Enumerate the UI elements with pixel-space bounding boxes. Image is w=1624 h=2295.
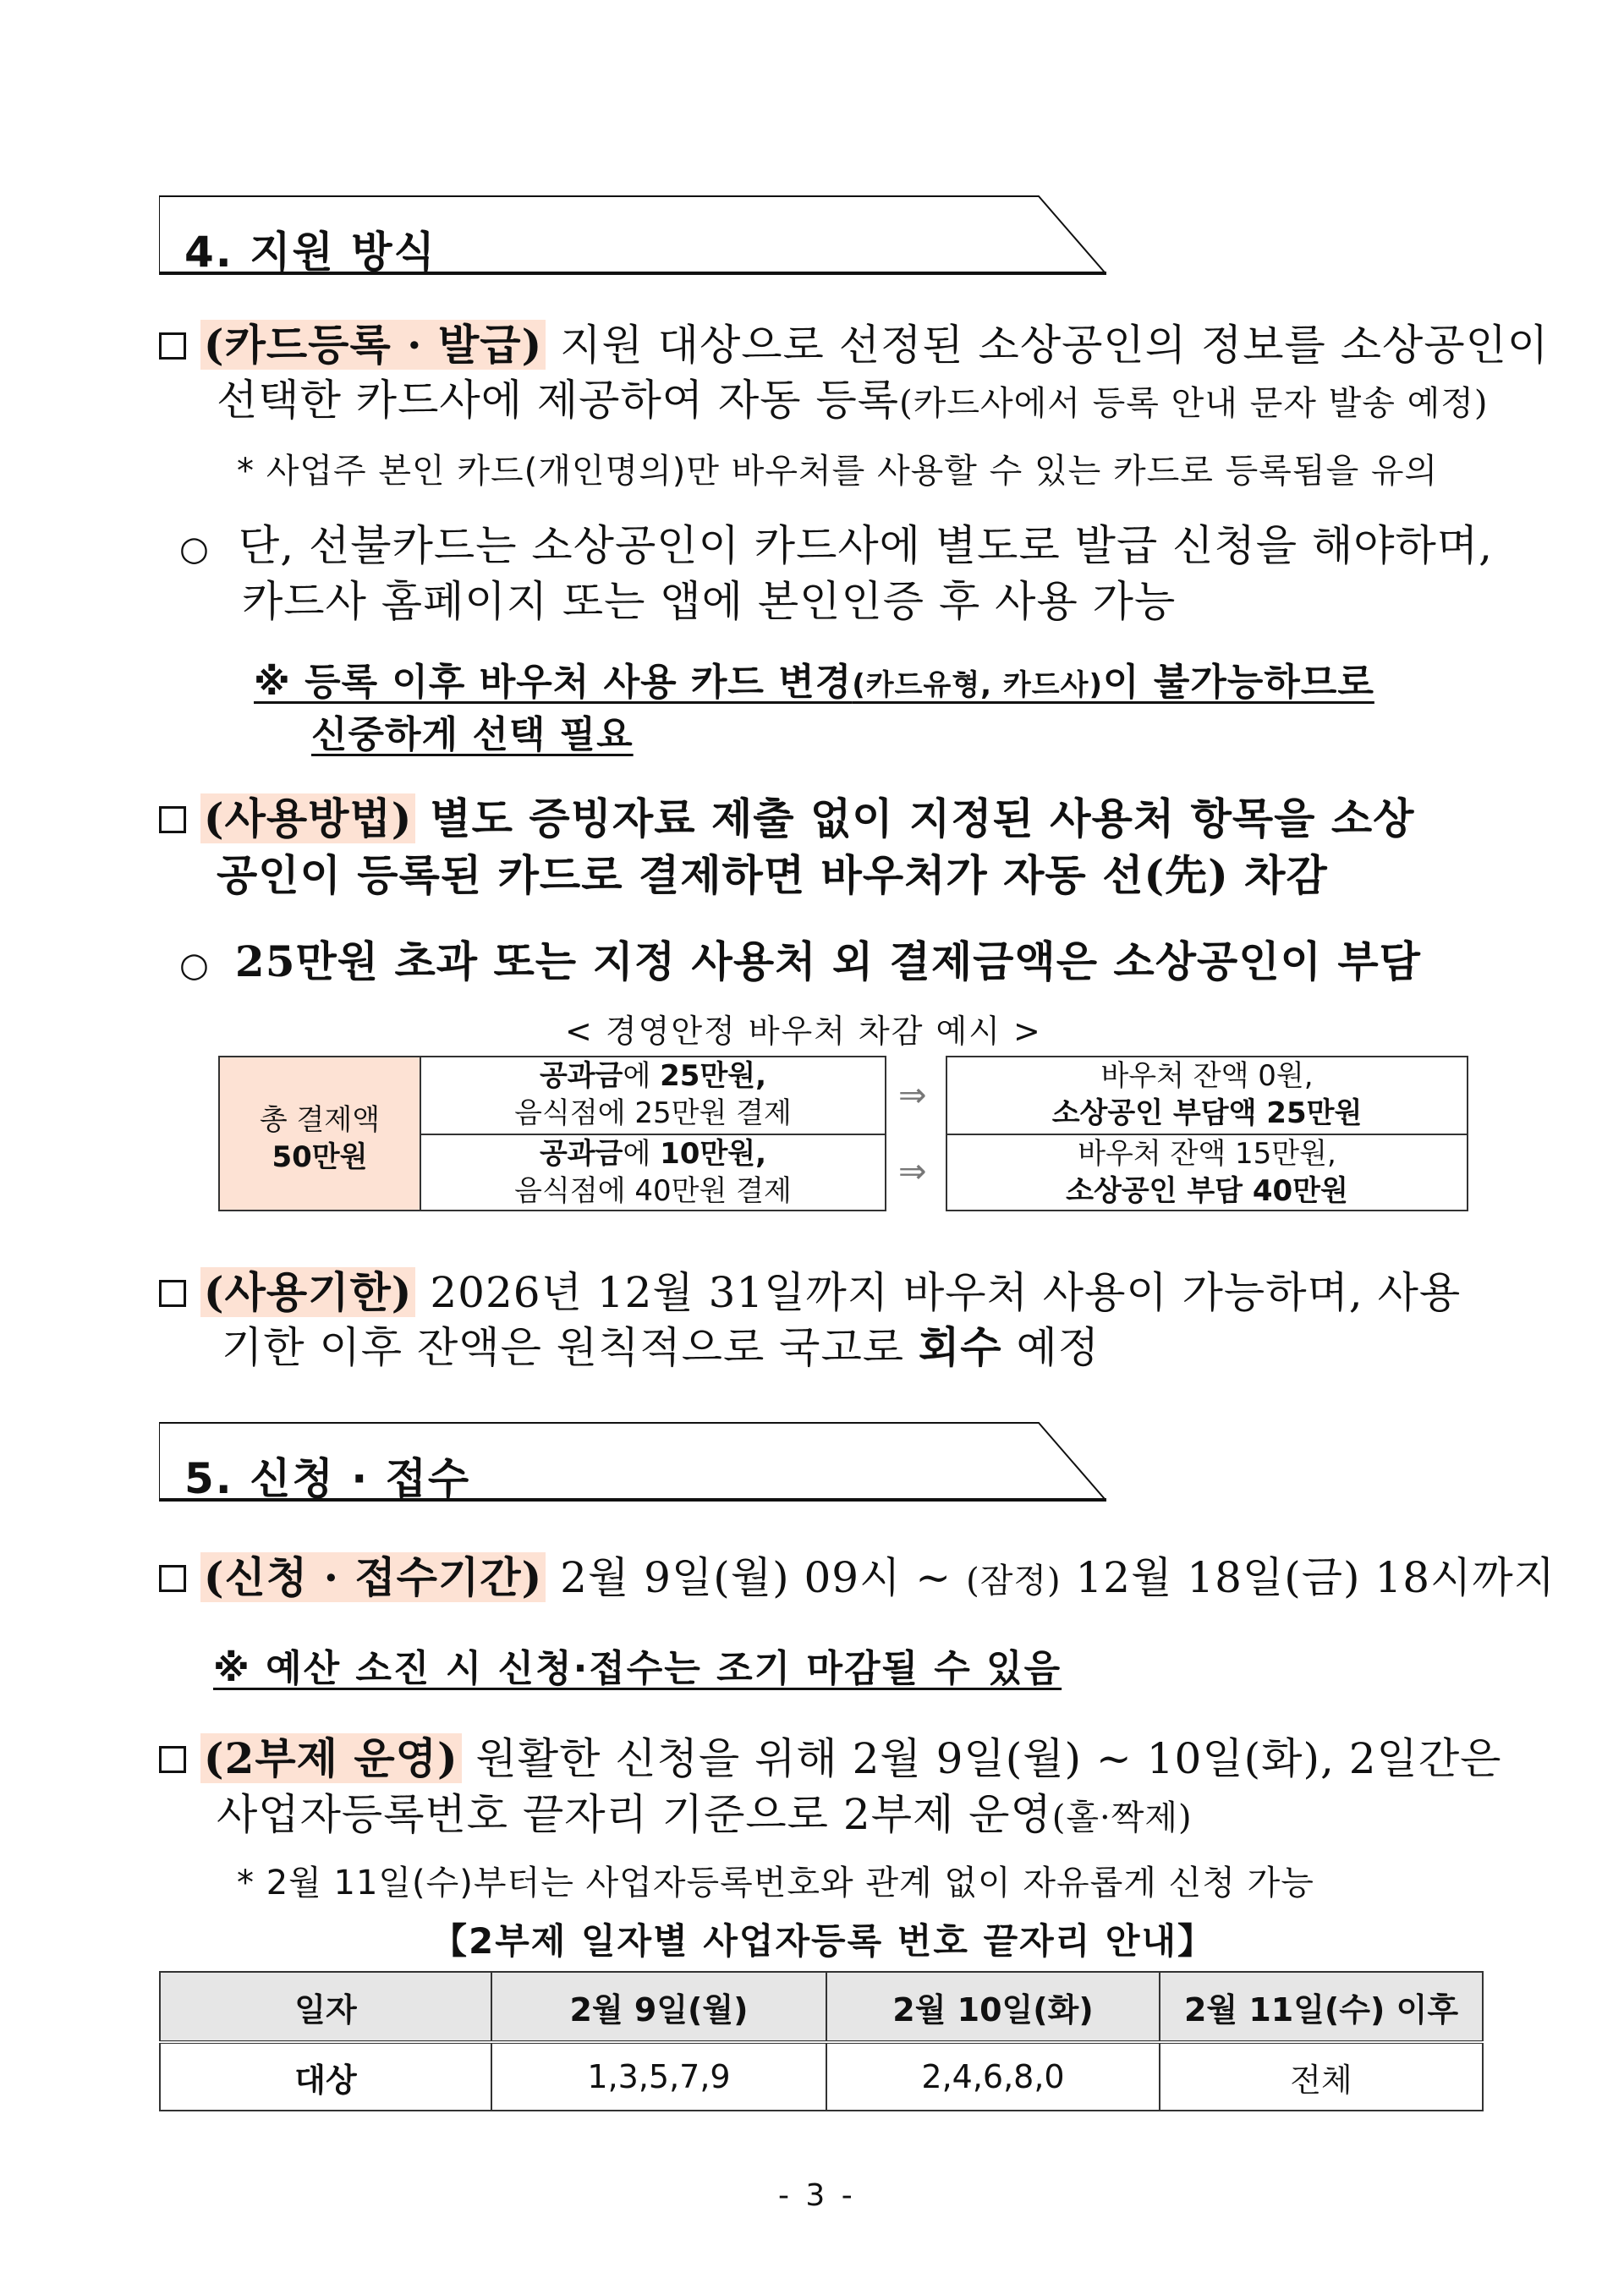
- card-warning-line2: 신중하게 선택 필요: [311, 713, 634, 756]
- card-text-1: 지원 대상으로 선정된 소상공인의 정보를 소상공인이: [560, 321, 1550, 370]
- deadline-text-3: 예정: [1001, 1323, 1100, 1372]
- split-table-title: 【2부제 일자별 사업자등록 번호 끝자리 안내】: [431, 1920, 1215, 1962]
- card-paragraph-line1: [159, 317, 1549, 373]
- card-note: * 사업주 본인 카드(개인명의)만 바우처를 사용할 수 있는 카드로 등록됨을 유의: [237, 452, 1439, 491]
- table-header-cell: 일자: [160, 1972, 491, 2042]
- deadline-text-1: 2026년 12월 31일까지 바우처 사용이 가능하며, 사용: [430, 1268, 1462, 1317]
- checkbox-square-icon: [159, 332, 186, 360]
- example-row1-restaurant: 음식점에 25만원 결제: [514, 1096, 792, 1130]
- deadline-paragraph-line2: [222, 1320, 1100, 1375]
- page-number: - 3 -: [778, 2178, 856, 2213]
- example-row1-conj: 에: [623, 1059, 661, 1093]
- example-row2-conj: 에: [623, 1137, 661, 1171]
- right-arrow-icon: ⇒: [898, 1152, 927, 1191]
- card-sub-text-1: 단, 선불카드는 소상공인이 카드사에 별도로 발급 신청을 해야하며,: [238, 521, 1494, 570]
- example-row1-burden: 소상공인 부담액 25만원: [1051, 1096, 1363, 1130]
- split-paragraph-line1: [159, 1731, 1501, 1787]
- split-tag: (2부제 운영): [200, 1733, 462, 1783]
- card-warning-text-a: ※ 등록 이후 바우처 사용 카드 변경: [254, 661, 853, 704]
- example-row1-right: [946, 1056, 1468, 1135]
- example-total-value: 50만원: [272, 1140, 368, 1174]
- deadline-return: 회수: [918, 1322, 1002, 1372]
- period-warning: ※ 예산 소진 시 신청·접수는 조기 마감될 수 있음: [213, 1647, 1062, 1690]
- example-row2-balance: 바우처 잔액 15만원,: [1078, 1137, 1336, 1171]
- example-row2-bill: 공과금: [539, 1137, 623, 1171]
- example-row1-left: [420, 1056, 886, 1135]
- split-schedule-table: [159, 1971, 1484, 2111]
- table-header-cell: 2월 9일(월): [491, 1972, 826, 2042]
- section-5-header: [159, 1421, 1106, 1535]
- card-sub-line1: [179, 518, 1493, 577]
- example-row1-balance: 바우처 잔액 0원,: [1100, 1059, 1314, 1093]
- card-text-2: 선택한 카드사에 제공하여 자동 등록: [217, 376, 900, 425]
- example-total-label: 총 결제액: [259, 1103, 381, 1137]
- circle-bullet-icon: ○: [179, 946, 210, 985]
- usage-tag: (사용방법): [200, 793, 416, 843]
- split-text-1: 원활한 신청을 위해 2월 9일(월) ~ 10일(화), 2일간은: [475, 1734, 1502, 1783]
- table-cell: 2,4,6,8,0: [826, 2042, 1160, 2111]
- example-caption: < 경영안정 바우처 차감 예시 >: [565, 1013, 1042, 1050]
- section-title: 4. 지원 방식: [184, 228, 436, 277]
- card-warning-text-b: (카드유형, 카드사): [852, 668, 1103, 702]
- table-row: [160, 2042, 1483, 2111]
- example-row2-burden: 소상공인 부담 40만원: [1066, 1174, 1348, 1208]
- period-tentative: (잠정): [966, 1562, 1062, 1600]
- section-4-header: [159, 195, 1106, 309]
- checkbox-square-icon: [159, 1280, 186, 1307]
- table-header-cell: 2월 11일(수) 이후: [1160, 1972, 1483, 2042]
- usage-paragraph-line1: [159, 791, 1414, 847]
- deadline-paragraph-line1: [159, 1265, 1461, 1320]
- example-total-cell: [218, 1056, 421, 1211]
- example-row1-bill: 공과금: [539, 1059, 623, 1093]
- example-row2-right: [946, 1134, 1468, 1211]
- table-header-cell: 2월 10일(화): [826, 1972, 1160, 2042]
- card-text-2-note: (카드사에서 등록 안내 문자 발송 예정): [899, 384, 1489, 423]
- deadline-tag: (사용기한): [200, 1267, 416, 1317]
- section-title: 5. 신청 · 접수: [184, 1454, 471, 1503]
- table-cell: 1,3,5,7,9: [491, 2042, 826, 2111]
- usage-sub-text: 25만원 초과 또는 지정 사용처 외 결제금액은 소상공인이 부담: [234, 936, 1421, 986]
- usage-text-1: 별도 증빙자료 제출 없이 지정된 사용처 항목을 소상: [430, 793, 1415, 843]
- period-text-a: 2월 9일(월) 09시 ~: [560, 1553, 967, 1602]
- example-row2-amount: 10만원,: [660, 1137, 767, 1171]
- example-row2-left: [420, 1134, 886, 1211]
- usage-text-2: 공인이 등록된 카드로 결제하면 바우처가 자동 선(先) 차감: [217, 850, 1328, 900]
- period-paragraph: [159, 1550, 1555, 1609]
- card-tag: (카드등록 · 발급): [200, 320, 546, 370]
- split-note: * 2월 11일(수)부터는 사업자등록번호와 관계 없이 자유롭게 신청 가능: [237, 1864, 1314, 1902]
- checkbox-square-icon: [159, 806, 186, 833]
- split-text-2: 사업자등록번호 끝자리 기준으로 2부제 운영: [217, 1790, 1052, 1839]
- card-warning-text-c: 이 불가능하므로: [1103, 661, 1374, 704]
- period-text-c: 12월 18일(금) 18시까지: [1061, 1553, 1555, 1602]
- table-row-label: 대상: [160, 2042, 491, 2111]
- example-row2-restaurant: 음식점에 40만원 결제: [514, 1174, 792, 1208]
- card-sub-text-2: 카드사 홈페이지 또는 앱에 본인인증 후 사용 가능: [242, 577, 1177, 626]
- checkbox-square-icon: [159, 1565, 186, 1592]
- example-row1-amount: 25만원,: [660, 1059, 767, 1093]
- split-paragraph-line2: [217, 1787, 1193, 1846]
- card-warning-line1: [254, 651, 1374, 706]
- usage-sub: [179, 934, 1421, 993]
- card-paragraph-line2: [217, 372, 1488, 431]
- table-cell: 전체: [1160, 2042, 1483, 2111]
- period-tag: (신청 · 접수기간): [200, 1552, 546, 1602]
- right-arrow-icon: ⇒: [898, 1076, 927, 1115]
- table-header-row: [160, 1972, 1483, 2042]
- deadline-text-2: 기한 이후 잔액은 원칙적으로 국고로: [222, 1323, 919, 1372]
- split-odd-even: (홀·짝제): [1051, 1798, 1193, 1837]
- checkbox-square-icon: [159, 1746, 186, 1773]
- circle-bullet-icon: ○: [179, 530, 210, 568]
